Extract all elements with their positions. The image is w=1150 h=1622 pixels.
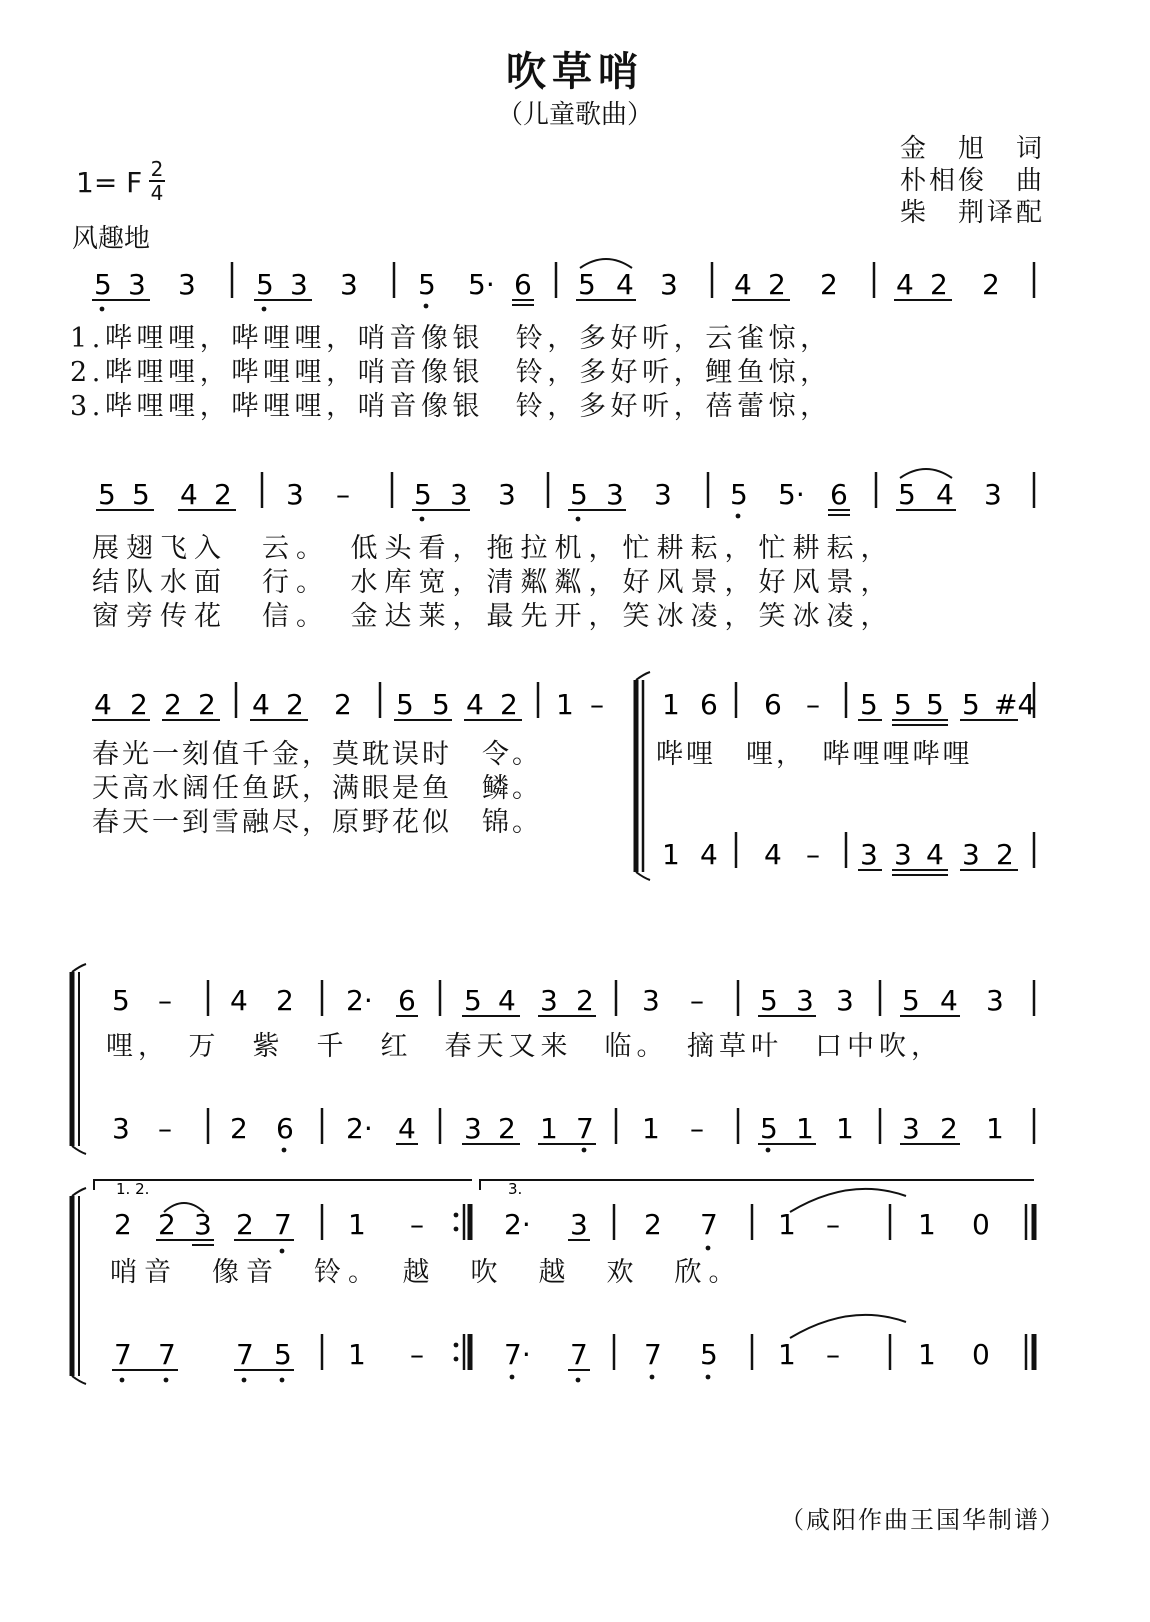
note: – bbox=[806, 838, 820, 871]
note: 1 bbox=[778, 1208, 796, 1241]
note: 1 bbox=[540, 1112, 558, 1145]
note: 2 bbox=[940, 1112, 958, 1145]
note: 2 bbox=[930, 268, 948, 301]
note: 2 bbox=[996, 838, 1014, 871]
note: – bbox=[410, 1338, 424, 1371]
note: 3 bbox=[194, 1208, 212, 1241]
note: 5 bbox=[94, 268, 112, 301]
note: 7 bbox=[114, 1338, 132, 1371]
lyric-line-2-verse-2: 结队水面 行。 水库宽，清粼粼，好风景，好风景， bbox=[92, 567, 895, 598]
note: 5 bbox=[578, 268, 596, 301]
bracket-hook bbox=[72, 1188, 86, 1196]
note: 3 bbox=[570, 1208, 588, 1241]
volta-label-2: 3. bbox=[508, 1180, 523, 1198]
tie bbox=[790, 1315, 906, 1338]
note: 5 bbox=[700, 1338, 718, 1371]
note: 1 bbox=[662, 838, 680, 871]
note: – bbox=[826, 1338, 840, 1371]
note: 5 bbox=[760, 1112, 778, 1145]
note: 2 bbox=[576, 984, 594, 1017]
repeat-dot bbox=[454, 1343, 459, 1348]
note: 6 bbox=[398, 984, 416, 1017]
octave-dot bbox=[706, 1375, 711, 1380]
key-signature: 1= F bbox=[76, 166, 143, 199]
note: 4 bbox=[398, 1112, 416, 1145]
note: 7 bbox=[644, 1338, 662, 1371]
lyric-line-1-verse-2: 2.哔哩哩，哔哩哩，哨音像银 铃，多好听，鲤鱼惊， bbox=[70, 357, 832, 388]
note: 2 bbox=[198, 688, 216, 721]
note: #4 bbox=[994, 688, 1036, 721]
volta-bracket-1 bbox=[94, 1180, 472, 1190]
octave-dot bbox=[510, 1375, 515, 1380]
note: 5 bbox=[902, 984, 920, 1017]
note: 7 bbox=[576, 1112, 594, 1145]
note: 0 bbox=[972, 1338, 990, 1371]
note: 2 bbox=[114, 1208, 132, 1241]
lyric-line-3-verse-2: 天高水阔任鱼跃，满眼是鱼 鳞。 bbox=[92, 773, 542, 804]
bracket-hook bbox=[72, 1146, 86, 1154]
bracket-hook bbox=[636, 872, 650, 880]
note: 4 bbox=[734, 268, 752, 301]
note: 3 bbox=[642, 984, 660, 1017]
tie bbox=[790, 1189, 906, 1212]
note: 5 bbox=[962, 688, 980, 721]
volta-bracket-2 bbox=[480, 1180, 1034, 1190]
note: 2 bbox=[498, 1112, 516, 1145]
note: 2 bbox=[130, 688, 148, 721]
volta-label-1: 1. 2. bbox=[116, 1180, 150, 1198]
octave-dot bbox=[736, 514, 741, 519]
note: 5 bbox=[926, 688, 944, 721]
note: 4 bbox=[764, 838, 782, 871]
note: 7 bbox=[236, 1338, 254, 1371]
note: – bbox=[590, 688, 604, 721]
octave-dot bbox=[576, 517, 581, 522]
note: 5 bbox=[418, 268, 436, 301]
note: 3 bbox=[606, 478, 624, 511]
lyric-line-4: 哩， 万 紫 千 红 春天又来 临。 摘草叶 口中吹， bbox=[106, 1031, 943, 1062]
octave-dot bbox=[120, 1378, 125, 1383]
note: 5 bbox=[256, 268, 274, 301]
lyric-line-1-verse-1: 1.哔哩哩，哔哩哩，哨音像银 铃，多好听，云雀惊， bbox=[70, 323, 832, 354]
score-line-2 bbox=[96, 469, 1034, 521]
note: 4 bbox=[230, 984, 248, 1017]
note: – bbox=[158, 984, 172, 1017]
time-signature-top: 2 bbox=[150, 157, 164, 181]
note: 1 bbox=[918, 1208, 936, 1241]
note: 5 bbox=[570, 478, 588, 511]
note: 5 bbox=[464, 984, 482, 1017]
repeat-dot bbox=[454, 1357, 459, 1362]
note: 3 bbox=[984, 478, 1002, 511]
note: 4 bbox=[940, 984, 958, 1017]
lyric-line-3-verse-1: 春光一刻值千金，莫耽误时 令。 bbox=[92, 739, 542, 770]
octave-dot bbox=[420, 517, 425, 522]
repeat-dot bbox=[454, 1213, 459, 1218]
slur bbox=[900, 469, 952, 478]
song-title: 吹草哨 bbox=[506, 48, 644, 95]
note: – bbox=[690, 1112, 704, 1145]
note: 5 bbox=[894, 688, 912, 721]
note: 1 bbox=[348, 1338, 366, 1371]
octave-dot bbox=[262, 307, 267, 312]
note: 5 bbox=[414, 478, 432, 511]
note: 3 bbox=[654, 478, 672, 511]
note: 1 bbox=[348, 1208, 366, 1241]
octave-dot bbox=[706, 1246, 711, 1251]
octave-dot bbox=[650, 1375, 655, 1380]
note: 5· bbox=[468, 268, 495, 301]
bracket-hook bbox=[72, 1376, 86, 1384]
note: 3 bbox=[962, 838, 980, 871]
note: – bbox=[336, 478, 350, 511]
lyricist-credit: 金 旭 词 bbox=[900, 134, 1046, 164]
note: 3 bbox=[340, 268, 358, 301]
note: 6 bbox=[276, 1112, 294, 1145]
note: 2 bbox=[164, 688, 182, 721]
time-signature-bottom: 4 bbox=[150, 181, 164, 205]
note: 1 bbox=[556, 688, 574, 721]
lyric-line-3-verse-3: 春天一到雪融尽，原野花似 锦。 bbox=[92, 807, 542, 838]
lyric-line-3-refrain: 哔哩 哩， 哔哩哩哔哩 bbox=[656, 739, 973, 770]
note: 5 bbox=[112, 984, 130, 1017]
note: 3 bbox=[450, 478, 468, 511]
lyric-line-1-verse-3: 3.哔哩哩，哔哩哩，哨音像银 铃，多好听，蓓蕾惊， bbox=[70, 391, 832, 422]
note: 7 bbox=[274, 1208, 292, 1241]
octave-dot bbox=[164, 1378, 169, 1383]
bracket-hook bbox=[636, 672, 650, 680]
note: 5 bbox=[432, 688, 450, 721]
note: 2· bbox=[346, 984, 373, 1017]
note: 2 bbox=[236, 1208, 254, 1241]
note: 5· bbox=[778, 478, 805, 511]
note: 1 bbox=[836, 1112, 854, 1145]
note: 5 bbox=[730, 478, 748, 511]
note: 5 bbox=[98, 478, 116, 511]
note: 5 bbox=[860, 688, 878, 721]
note: 3 bbox=[286, 478, 304, 511]
note: 2 bbox=[230, 1112, 248, 1145]
note: – bbox=[690, 984, 704, 1017]
note: 3 bbox=[290, 268, 308, 301]
note: 2· bbox=[504, 1208, 531, 1241]
note: 3 bbox=[894, 838, 912, 871]
note: 2 bbox=[982, 268, 1000, 301]
tempo-marking: 风趣地 bbox=[72, 224, 151, 254]
arranger-credit: 柴 荆译配 bbox=[900, 198, 1046, 228]
note: 1 bbox=[796, 1112, 814, 1145]
note: – bbox=[806, 688, 820, 721]
note: 4 bbox=[466, 688, 484, 721]
lyric-line-5: 哨音 像音 铃。 越 吹 越 欢 欣。 bbox=[110, 1257, 743, 1288]
score-line-4 bbox=[72, 964, 1034, 1154]
note: 4 bbox=[498, 984, 516, 1017]
note: 3 bbox=[860, 838, 878, 871]
note: 2 bbox=[276, 984, 294, 1017]
octave-dot bbox=[766, 1148, 771, 1153]
octave-dot bbox=[242, 1378, 247, 1383]
note: 6 bbox=[830, 478, 848, 511]
note: 3 bbox=[540, 984, 558, 1017]
note: – bbox=[158, 1112, 172, 1145]
note: 1 bbox=[642, 1112, 660, 1145]
note: 4 bbox=[180, 478, 198, 511]
lyric-line-2-verse-3: 窗旁传花 信。 金达莱，最先开，笑冰凌，笑冰凌， bbox=[92, 601, 895, 632]
note: 4 bbox=[896, 268, 914, 301]
note: 3 bbox=[902, 1112, 920, 1145]
note: 4 bbox=[616, 268, 634, 301]
note: 0 bbox=[972, 1208, 990, 1241]
score-line-5 bbox=[72, 1180, 1034, 1384]
score-line-1 bbox=[92, 259, 1034, 311]
octave-dot bbox=[582, 1148, 587, 1153]
note: 2 bbox=[644, 1208, 662, 1241]
note: 5 bbox=[898, 478, 916, 511]
note: – bbox=[410, 1208, 424, 1241]
note: 4 bbox=[252, 688, 270, 721]
note: 3 bbox=[796, 984, 814, 1017]
note: 5 bbox=[396, 688, 414, 721]
note: – bbox=[826, 1208, 840, 1241]
note: 6 bbox=[514, 268, 532, 301]
note: 6 bbox=[764, 688, 782, 721]
octave-dot bbox=[282, 1148, 287, 1153]
note: 4 bbox=[936, 478, 954, 511]
note: 4 bbox=[94, 688, 112, 721]
note: 2 bbox=[768, 268, 786, 301]
note: 3 bbox=[464, 1112, 482, 1145]
note: 4 bbox=[700, 838, 718, 871]
octave-dot bbox=[280, 1249, 285, 1254]
note: 1 bbox=[918, 1338, 936, 1371]
note: 3 bbox=[112, 1112, 130, 1145]
note: 5 bbox=[274, 1338, 292, 1371]
note: 2 bbox=[286, 688, 304, 721]
note: 4 bbox=[926, 838, 944, 871]
note: 7 bbox=[158, 1338, 176, 1371]
octave-dot bbox=[424, 304, 429, 309]
lyric-line-2-verse-1: 展翅飞入 云。 低头看，拖拉机，忙耕耘，忙耕耘， bbox=[92, 533, 895, 564]
note: 2 bbox=[334, 688, 352, 721]
note: 3 bbox=[986, 984, 1004, 1017]
note: 7· bbox=[504, 1338, 531, 1371]
note: 1 bbox=[662, 688, 680, 721]
bracket-hook bbox=[72, 964, 86, 972]
note: 3 bbox=[128, 268, 146, 301]
score-line-3 bbox=[92, 672, 1035, 880]
slur bbox=[580, 259, 632, 268]
note: 2 bbox=[214, 478, 232, 511]
note: 1 bbox=[778, 1338, 796, 1371]
composer-credit: 朴相俊 曲 bbox=[900, 166, 1046, 196]
note: 3 bbox=[836, 984, 854, 1017]
octave-dot bbox=[280, 1378, 285, 1383]
octave-dot bbox=[576, 1378, 581, 1383]
note: 7 bbox=[570, 1338, 588, 1371]
note: 1 bbox=[986, 1112, 1004, 1145]
note: 2 bbox=[500, 688, 518, 721]
note: 2 bbox=[158, 1208, 176, 1241]
footer-credit: （咸阳作曲王国华制谱） bbox=[780, 1506, 1066, 1534]
song-subtitle: （儿童歌曲） bbox=[496, 100, 653, 130]
note: 2 bbox=[820, 268, 838, 301]
octave-dot bbox=[100, 307, 105, 312]
note: 2· bbox=[346, 1112, 373, 1145]
note: 5 bbox=[760, 984, 778, 1017]
repeat-dot bbox=[454, 1227, 459, 1232]
note: 3 bbox=[498, 478, 516, 511]
note: 3 bbox=[178, 268, 196, 301]
note: 6 bbox=[700, 688, 718, 721]
note: 7 bbox=[700, 1208, 718, 1241]
note: 3 bbox=[660, 268, 678, 301]
note: 5 bbox=[132, 478, 150, 511]
